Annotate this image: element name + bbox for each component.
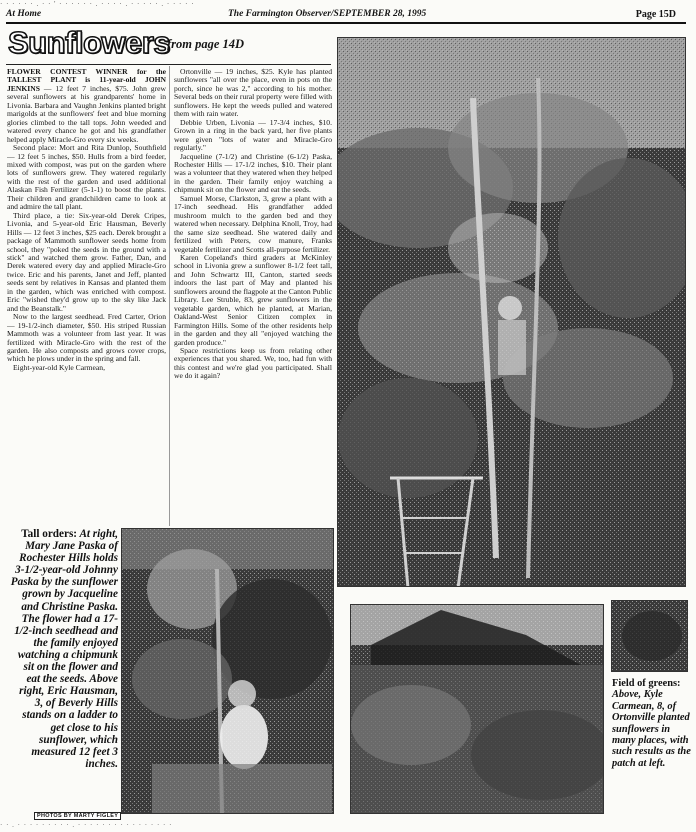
photo-sunflower-patch <box>611 600 688 672</box>
article-paragraph <box>7 212 166 313</box>
paragraph-text: Second place: Mort and Rita Dunlop, Southfield — 12 feet 5 inches, $50. Hulls from a bird feeder, mixed with compost, was put on the garden where lots of sunflowers grew. They watered regularly with the rest of the garden and used additional Alaskan Fish Fertilizer (5-1-1) to boost the plants. Their children and grandchildren came to look at and admire the tall plant. <box>7 143 166 212</box>
headline-rule <box>6 64 331 65</box>
photo-paska-family <box>121 528 334 814</box>
sunflower-patch-image <box>612 601 688 672</box>
photo-field-of-greens <box>350 604 604 814</box>
article-paragraph <box>174 254 332 347</box>
article-column-2 <box>174 68 332 533</box>
article-paragraph <box>174 153 332 195</box>
article-column-1 <box>7 68 166 533</box>
article-paragraph <box>174 195 332 254</box>
caption-tall-orders-label: Tall orders: <box>21 528 78 540</box>
article-paragraph <box>7 313 166 364</box>
caption-tall-orders-text: At right, Mary Jane Paska of Rochester Hills holds 3-1/2-year-old Johnny Paska by the sunflower grown by Jacqueline and Christine Paska. The flower had a 17-1/2-inch seedhead and the family enjoyed watching a chipmunk sit on the flower and eat the seeds. Above right, Eric Hausman, 3, of Beverly Hills stands on a ladder to get close to his sunflower, which measured 12 feet 3 inches. <box>10 528 118 770</box>
paragraph-text: Eight-year-old Kyle Carmean, <box>13 362 105 372</box>
photo-credit: PHOTOS BY MARTY FIGLEY <box>34 812 121 820</box>
paska-family-image <box>122 529 334 814</box>
paragraph-text: Samuel Morse, Clarkston, 3, grew a plant with a 17-inch seedhead. His grandfather added mushroom mulch to the garden bed and they watered when necessary. Delphina Knoll, Troy, had the same size seedhead. She watered daily and fertilized with Peters, cow manure, Franks vegetable fertilizer and Scotts all-purpose fertilizer. <box>174 193 332 254</box>
masthead-rule <box>6 22 686 24</box>
publication-dateline: The Farmington Observer/SEPTEMBER 28, 1995 <box>228 9 427 19</box>
field-of-greens-image <box>351 605 604 814</box>
photo-ladder-sunflower <box>337 37 686 587</box>
scan-artifact-bottom: · · . · · · · · · · · · . · · · · · · · · · · · · · · · · <box>0 821 173 829</box>
article-paragraph <box>174 347 332 381</box>
column-divider <box>169 66 170 526</box>
article-paragraph <box>174 68 332 119</box>
paragraph-text: — 12 feet 7 inches, $75. John grew several sunflowers at his grandparents' home in Livonia. Barbara and Vaughn Jenkins planted bright marigolds at the sunflowers' feet and blue morning glories climbed to the tall tops. John weeded and watered every chance he got and his grandfather helped apply Miracle-Gro every six weeks. <box>7 83 166 144</box>
article-paragraph <box>7 144 166 212</box>
paragraph-text: Now to the largest seedhead. Fred Carter, Orion — 19-1/2-inch diameter, $50. His striped Russian Mammoth was a volunteer from last year. It was fertilized with Miracle-Gro with the rest of the garden. He also composts and grows cover crops, which he plows under in the spring and fall. <box>7 312 166 364</box>
article-paragraph <box>7 68 166 144</box>
caption-field-of-greens <box>612 678 692 769</box>
caption-field-text: Above, Kyle Carmean, 8, of Ortonville planted sunflowers in many places, with such results as the patch at left. <box>612 689 691 769</box>
paragraph-text: Space restrictions keep us from relating other experiences that you shared. We, too, had fun with this contest and we're glad you participated. Shall we do it again? <box>174 345 332 381</box>
ladder-sunflower-image <box>338 38 686 587</box>
page-number: Page 15D <box>635 9 676 20</box>
paragraph-text: Third place, a tie: Six-year-old Derek Cripes, Livonia, and 5-year-old Eric Hausman, Beverly Hills — 12 feet 3 inches, $25 each. Derek brought a package of Mammoth sunflower seeds home from school, they "poked the seeds in the ground with a stick" and watched them grow. Father, Dan, and Derek watered every day and applied Miracle-Gro twice. Eric and his parents, Janet and Jeff, planted seeds sent by relatives in Kansas and planted them in the garden, which was enriched with compost. Eric "wished they'd grow up to the sky like Jack and the Beanstalk." <box>7 210 166 313</box>
caption-field-label: Field of greens: <box>612 678 681 689</box>
article-paragraph <box>174 119 332 153</box>
paragraph-lead: FLOWER CONTEST WINNER for the TALLEST PLANT is 11-year-old JOHN JENKINS <box>7 68 166 93</box>
paragraph-text: Debbie Urben, Livonia — 17-3/4 inches, $10. Grown in a ring in the back yard, her five plants were given "lots of water and Miracle-Gro regularly." <box>174 117 332 153</box>
headline: Sunflowers <box>8 25 171 60</box>
paragraph-text: Ortonville — 19 inches, $25. Kyle has planted sunflowers "all over the place, even in pots on the porch, since he was 2," according to his mother. Several beds on their rural property were filled with sunflowers. He kept the weeds pulled and watered them with rain water. <box>174 68 332 119</box>
caption-tall-orders <box>8 528 118 790</box>
paragraph-text: Karen Copeland's third graders at McKinley school in Livonia grew a sunflower 8-1/2 feet tall, and John Schwartz III, Canton, started seeds indoors the last part of May and planted his sunflowers around the flagpole at the Canton Public Library. Lee Struble, 83, grew sunflowers in the vegetable garden, which he planted, at Marian, Oakland-West Senior Citizen complex in Farmington Hills. Some of the other residents help in the garden and they all "enjoyed watching the garden produce." <box>174 252 332 347</box>
paragraph-text: Jacqueline (7-1/2) and Christine (6-1/2) Paska, Rochester Hills — 17-1/2 inches, $10. Their plant was a volunteer that they watered when they helped in the garden. Their family enjoy watching a chipmunk sit on the flower and eat the seeds. <box>174 151 332 195</box>
article-paragraph <box>7 364 166 372</box>
jump-line: from page 14D <box>167 37 245 51</box>
section-label: At Home <box>6 9 42 19</box>
scan-artifact-top: · · · · · · . · · ' · · · · · · . · · · · . · · · · · . · · · · · <box>0 0 195 8</box>
